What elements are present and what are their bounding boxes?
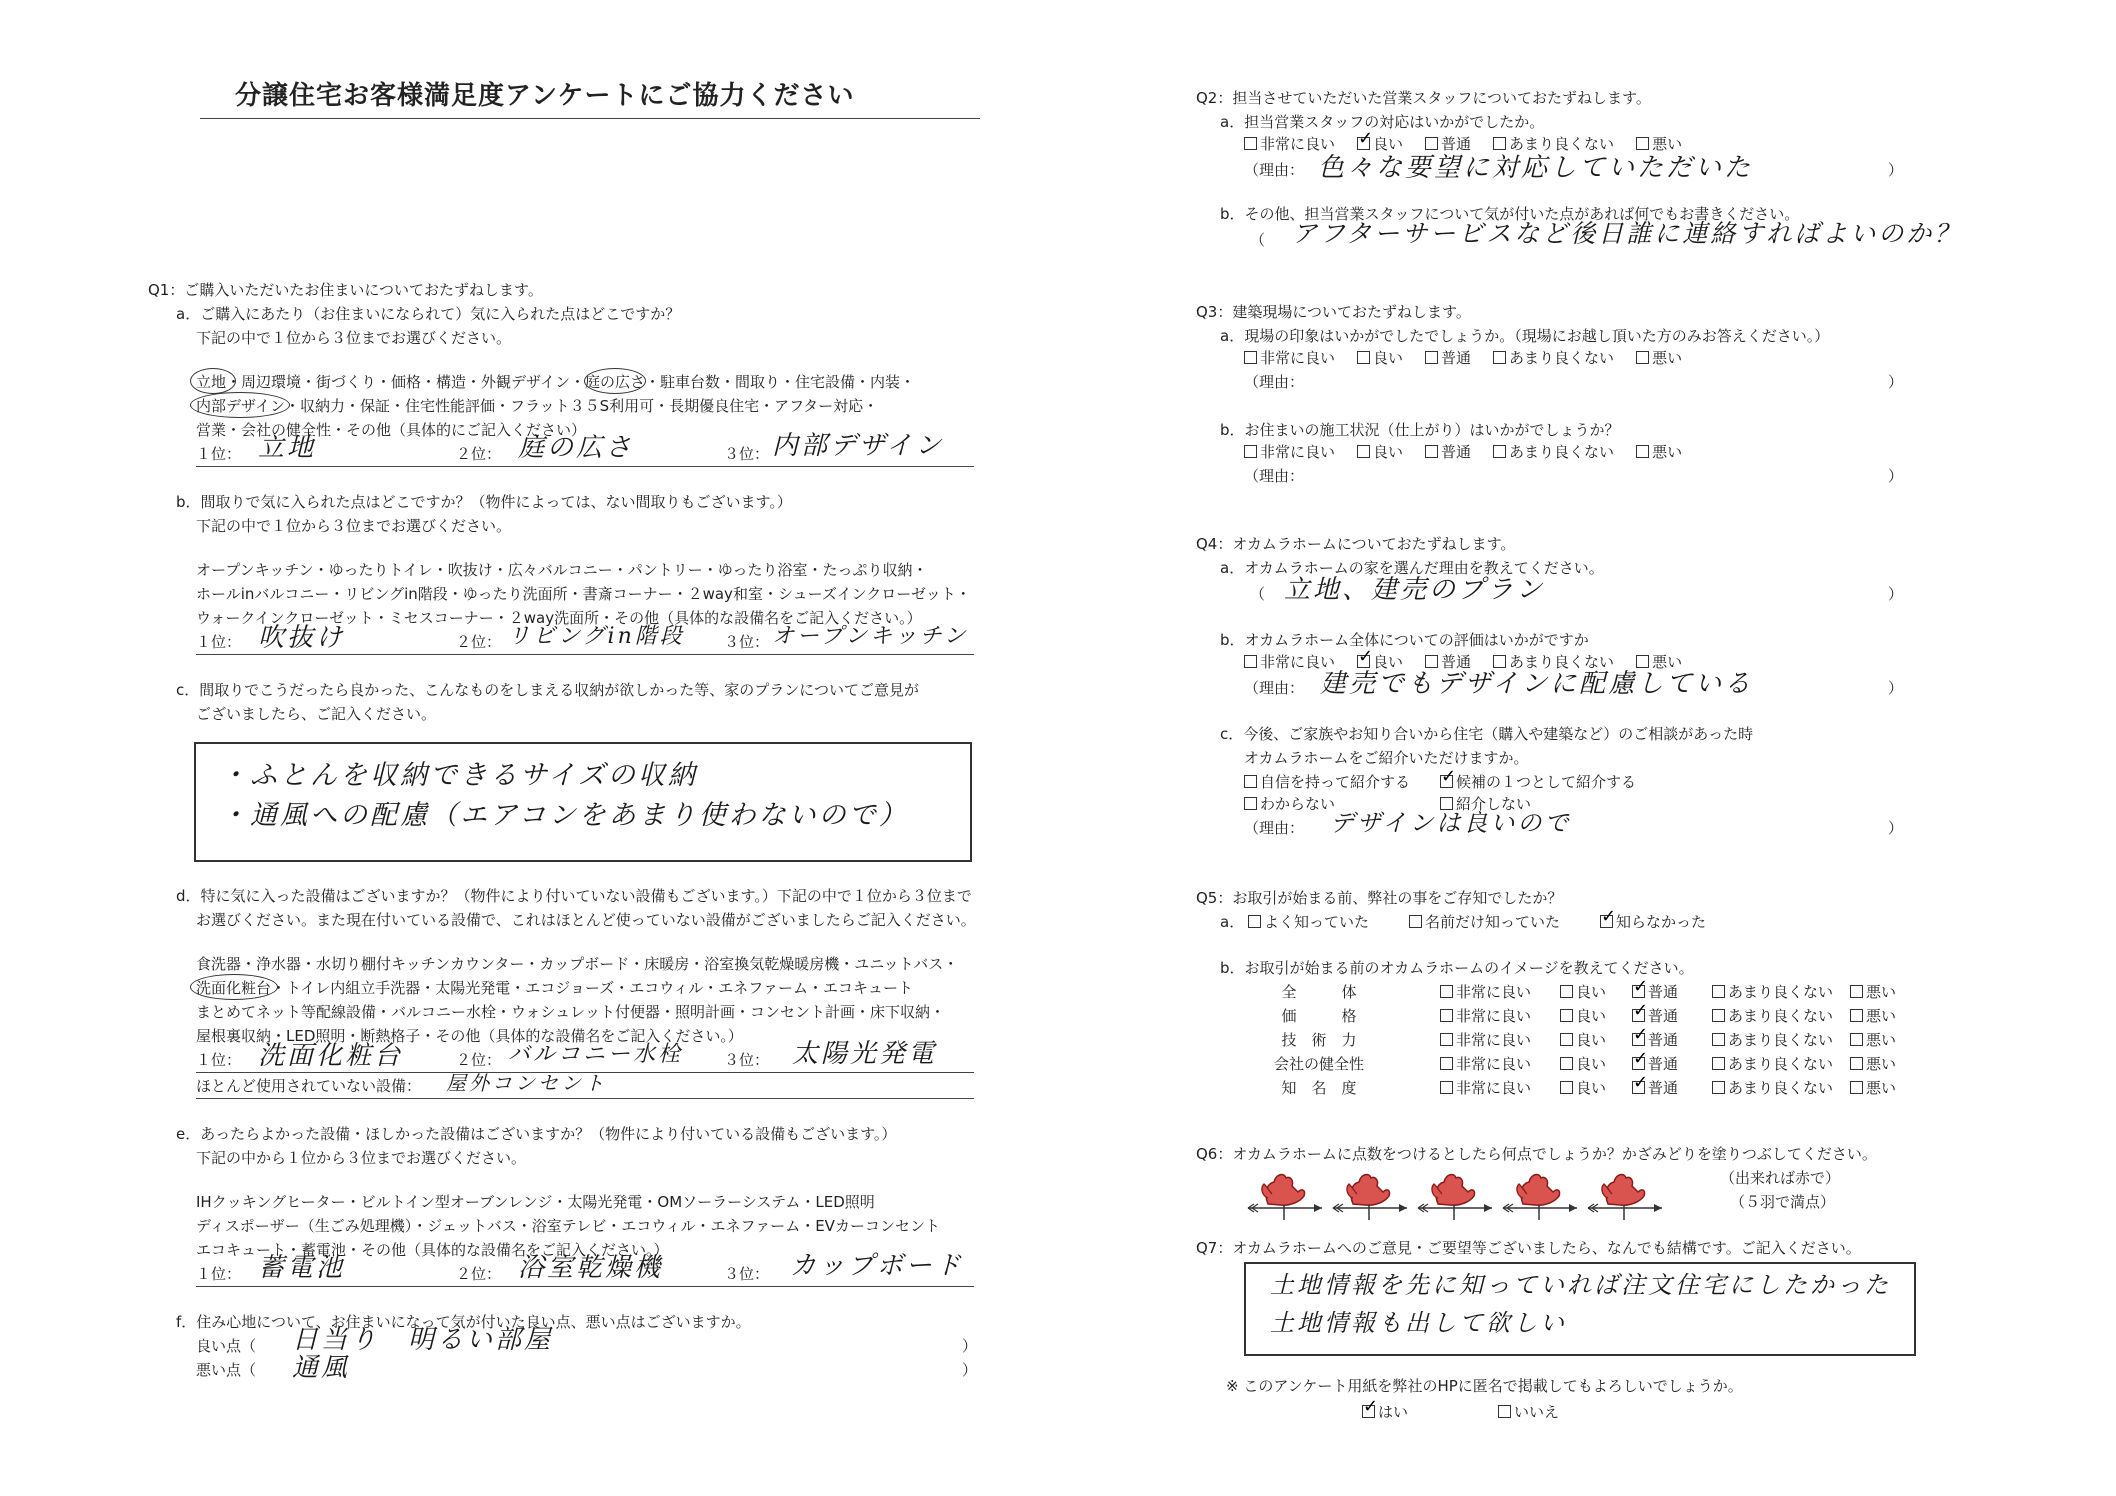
q1e-options-line2: ディスポーザー（生ごみ処理機）・ジェットバス・浴室テレビ・エコウィル・エネファーム・EVカーコンセント <box>196 1217 940 1235</box>
q1d-options-line3: まとめてネット等配線設備・バルコニー水栓・ウォシュレット付便器・照明計画・コンセント計画・床下収納・ <box>196 1003 945 1021</box>
checkbox-label: 名前だけ知っていた <box>1425 913 1561 931</box>
weathercock-icon[interactable] <box>1416 1168 1496 1224</box>
checkbox-option[interactable] <box>1850 984 1896 1001</box>
q1d-options-line1: 食洗器・浄水器・水切り棚付キッチンカウンター・カップボード・床暖房・浴室換気乾燥暖房機・ユニットバス・ <box>196 955 959 973</box>
q3a-question: a．現場の印象はいかがでしたでしょうか。（現場にお越し頂いた方のみお答えください。） <box>1220 327 1830 345</box>
q1e-instruction: 下記の中から１位から３位までお選びください。 <box>196 1149 527 1167</box>
reason-label: （理由： <box>1244 679 1305 697</box>
q2b-question: b．その他、担当営業スタッフについて気が付いた点があれば何でもお書きください。 <box>1220 205 1800 223</box>
checkbox-label: あまり良くない <box>1728 1031 1834 1049</box>
q7-answer-1: 土地情報を先に知っていれば注文住宅にしたかった <box>1270 1271 1891 1299</box>
answer-line <box>196 1098 974 1099</box>
checkbox-option[interactable] <box>1560 984 1606 1001</box>
checkbox-label: 普通 <box>1648 1055 1679 1073</box>
checkbox-option[interactable] <box>1712 1032 1833 1049</box>
checkbox-label: 良い <box>1373 349 1404 367</box>
checkbox-label: 悪い <box>1866 1055 1897 1073</box>
checkbox-label: 普通 <box>1648 1007 1679 1025</box>
checkbox[interactable] <box>1244 137 1257 150</box>
checkbox[interactable] <box>1636 351 1649 364</box>
checkbox-option[interactable] <box>1636 350 1682 367</box>
q3b-question: b．お住まいの施工状況（仕上がり）はいかがでしょうか？ <box>1220 421 1620 439</box>
rank-label: ３位： <box>724 1265 770 1283</box>
q1d-options-line2: 洗面化粧台・トイレ内組立手洗器・太陽光発電・エコジョーズ・エコウィル・エネファーム・エコキュート <box>196 979 914 997</box>
checkbox[interactable] <box>1632 1033 1645 1046</box>
q1a-answer-3: 内部デザイン <box>772 431 945 461</box>
q1f-question: f．住み心地について、お住まいになって気が付いた良い点、悪い点はございますか。 <box>176 1313 751 1331</box>
rank-label: １位： <box>196 633 242 651</box>
q7-answer-2: 土地情報も出して欲しい <box>1270 1309 1567 1337</box>
q1b-options-line2: ホールinバルコニー・リビングin階段・ゆったり洗面所・書斎コーナー・２way和室・シューズインクローゼット・ <box>196 585 971 603</box>
checkbox-label: 自信を持って紹介する <box>1260 773 1411 791</box>
checkbox[interactable] <box>1850 1033 1863 1046</box>
checkbox-option[interactable] <box>1850 1008 1896 1025</box>
q1e-options-line3: エコキュート・蓄電池・その他（具体的な設備名をご記入ください。） <box>196 1241 669 1259</box>
checkbox-label: 良い <box>1576 1079 1607 1097</box>
checkbox-option[interactable] <box>1440 1032 1531 1049</box>
q1d-question: d．特に気に入った設備はございますか？（物件により付いていない設備もございます。）下記の中で１位から３位まで <box>176 887 972 905</box>
checkbox-option[interactable] <box>1357 350 1403 367</box>
q1f-good-label: 良い点（ <box>196 1337 257 1355</box>
q1a-answer-2: 庭の広さ <box>518 433 635 463</box>
q5-row-label: 知 名 度 <box>1281 1079 1357 1097</box>
checkbox-option[interactable] <box>1493 444 1614 461</box>
checkbox-label: 普通 <box>1648 983 1679 1001</box>
rank-label: ２位： <box>456 633 502 651</box>
checkbox[interactable] <box>1850 1057 1863 1070</box>
checkbox[interactable] <box>1632 1081 1645 1094</box>
checkbox[interactable] <box>1248 915 1261 928</box>
checkbox[interactable] <box>1244 445 1257 458</box>
checkbox[interactable] <box>1636 655 1649 668</box>
checkbox-option[interactable] <box>1244 350 1335 367</box>
q1d-answer-1: 洗面化粧台 <box>258 1041 404 1071</box>
checkbox-label: わからない <box>1260 795 1336 813</box>
rank-label: ３位： <box>724 633 770 651</box>
q6-note-1: （出来れば赤で） <box>1720 1169 1841 1187</box>
q1f-good-answer: 日当り 明るい部屋 <box>292 1325 554 1355</box>
rank-label: ３位： <box>724 1051 770 1069</box>
reason-label: （理由： <box>1244 373 1305 391</box>
rank-label: １位： <box>196 445 242 463</box>
answer-line <box>196 466 974 467</box>
checkbox-option[interactable] <box>1440 1080 1531 1097</box>
checkbox-label: 悪い <box>1652 653 1683 671</box>
checkbox[interactable] <box>1409 915 1422 928</box>
q1d-unused-label: ほとんど使用されていない設備： <box>196 1077 422 1095</box>
checkbox[interactable] <box>1244 351 1257 364</box>
title-underline <box>200 118 980 119</box>
q1c-answer-1: ・ふとんを収納できるサイズの収納 <box>220 760 698 791</box>
q1d-unused-answer: 屋外コンセント <box>446 1071 607 1095</box>
checkbox-option[interactable] <box>1712 1056 1833 1073</box>
checkbox-option[interactable] <box>1440 1056 1531 1073</box>
checkbox-option[interactable] <box>1248 914 1369 931</box>
q1d-answer-2: バルコニー水栓 <box>508 1042 684 1067</box>
q1e-answer-2: 浴室乾燥機 <box>518 1253 664 1283</box>
q4c-reason: デザインは良いので <box>1330 809 1572 837</box>
q2-heading: Q2：担当させていただいた営業スタッフについておたずねします。 <box>1196 89 1651 107</box>
q7-heading: Q7：オカムラホームへのご意見・ご要望等ございましたら、なんでも結構です。ご記入ください。 <box>1196 1239 1861 1257</box>
weathercock-icon[interactable] <box>1501 1168 1581 1224</box>
checkbox[interactable] <box>1600 915 1613 928</box>
circle-mark <box>190 392 290 418</box>
checkbox-label: 悪い <box>1866 1007 1897 1025</box>
q1d-answer-3: 太陽光発電 <box>792 1039 938 1069</box>
checkbox-label: あまり良くない <box>1509 653 1615 671</box>
checkbox[interactable] <box>1493 655 1506 668</box>
checkbox-label: 非常に良い <box>1456 1055 1532 1073</box>
checkbox-label: 非常に良い <box>1456 1031 1532 1049</box>
q1c-answer-2: ・通風への配慮（エアコンをあまり使わないので） <box>220 800 909 831</box>
checkbox[interactable] <box>1440 1057 1453 1070</box>
checkbox-label: 非常に良い <box>1260 653 1336 671</box>
q3-heading: Q3：建築現場についておたずねします。 <box>1196 303 1471 321</box>
q1b-question: b．間取りで気に入られた点はどこですか？（物件によっては、ない間取りもございます。） <box>176 493 792 511</box>
q1a-answer-1: 立地 <box>258 433 317 463</box>
q2b-answer: アフターサービスなど後日誰に連絡すればよいのか？ <box>1292 219 1963 248</box>
checkbox[interactable] <box>1850 1009 1863 1022</box>
checkbox[interactable] <box>1560 1057 1573 1070</box>
q1d-options-line4: 屋根裏収納・LED照明・断熱格子・その他（具体的な設備名をご記入ください。） <box>196 1027 743 1045</box>
checkbox[interactable] <box>1493 137 1506 150</box>
rank-label: １位： <box>196 1051 242 1069</box>
q6-heading: Q6：オカムラホームに点数をつけるとしたら何点でしょうか？かざみどりを塗りつぶしてください。 <box>1196 1145 1877 1163</box>
q1b-answer-1: 吹抜け <box>258 623 346 653</box>
checkbox-option[interactable] <box>1244 136 1335 153</box>
checkbox-option[interactable] <box>1425 350 1471 367</box>
checkbox-option[interactable] <box>1560 1032 1606 1049</box>
checkbox-option[interactable] <box>1362 1404 1408 1421</box>
checkbox-label: 普通 <box>1441 135 1472 153</box>
checkbox-label: あまり良くない <box>1728 1007 1834 1025</box>
q4b-reason: 建売でもデザインに配慮している <box>1320 669 1754 699</box>
checkbox[interactable] <box>1636 137 1649 150</box>
checkbox[interactable] <box>1493 351 1506 364</box>
checkbox[interactable] <box>1362 1405 1375 1418</box>
checkbox[interactable] <box>1425 445 1438 458</box>
checkbox-label: 悪い <box>1652 443 1683 461</box>
checkbox-label: よく知っていた <box>1264 913 1370 931</box>
checkbox[interactable] <box>1712 1081 1725 1094</box>
checkbox[interactable] <box>1712 1033 1725 1046</box>
checkbox-option[interactable] <box>1357 136 1403 153</box>
checkbox-option[interactable] <box>1409 914 1560 931</box>
paren-close: ） <box>962 1361 978 1379</box>
checkbox-label: 知らなかった <box>1616 913 1707 931</box>
rank-label: ３位： <box>724 445 770 463</box>
checkbox[interactable] <box>1440 775 1453 788</box>
checkbox-option[interactable] <box>1632 1032 1678 1049</box>
paren-close: ） <box>1888 679 1904 697</box>
checkbox-option[interactable] <box>1850 1056 1896 1073</box>
q1c-instruction: ございましたら、ご記入ください。 <box>196 705 437 723</box>
checkbox-option[interactable] <box>1244 444 1335 461</box>
checkbox-option[interactable] <box>1440 1008 1531 1025</box>
survey-title: 分譲住宅お客様満足度アンケートにご協力ください <box>235 81 855 111</box>
q5a-prefix: a． <box>1220 913 1245 931</box>
checkbox-label: 候補の１つとして紹介する <box>1456 773 1637 791</box>
q2a-options <box>1244 136 1704 153</box>
checkbox[interactable] <box>1498 1405 1511 1418</box>
circle-mark <box>190 368 236 394</box>
checkbox-label: はい <box>1378 1403 1409 1421</box>
checkbox[interactable] <box>1632 1057 1645 1070</box>
checkbox[interactable] <box>1560 1033 1573 1046</box>
checkbox-label: あまり良くない <box>1509 135 1615 153</box>
checkbox-label: あまり良くない <box>1509 443 1615 461</box>
q1a-options-line2: 内部デザイン・収納力・保証・住宅性能評価・フラット３５S利用可・長期優良住宅・アフター対応・ <box>196 397 879 415</box>
rank-label: １位： <box>196 1265 242 1283</box>
checkbox-label: 非常に良い <box>1456 1079 1532 1097</box>
checkbox-label: 良い <box>1373 443 1404 461</box>
paren-close: ） <box>1888 819 1904 837</box>
checkbox-label: 非常に良い <box>1456 983 1532 1001</box>
checkbox-label: 普通 <box>1648 1079 1679 1097</box>
q4c-question: c．今後、ご家族やお知り合いから住宅（購入や建築など）のご相談があった時 <box>1220 725 1754 743</box>
paren-close: ） <box>1888 161 1904 179</box>
checkbox-option[interactable] <box>1440 774 1680 791</box>
checkbox[interactable] <box>1712 1057 1725 1070</box>
q5a-options <box>1248 914 1746 931</box>
q1e-answer-1: 蓄電池 <box>258 1253 346 1283</box>
q1d-instruction: お選びください。また現在付いている設備で、これはほとんど使っていない設備がございましたらご記入ください。 <box>196 911 976 929</box>
q5-heading: Q5：お取引が始まる前、弊社の事をご存知でしたか？ <box>1196 889 1563 907</box>
checkbox-label: 非常に良い <box>1260 349 1336 367</box>
rank-label: ２位： <box>456 1051 502 1069</box>
checkbox-option[interactable] <box>1560 1008 1606 1025</box>
q4a-answer: 立地、建売のプラン <box>1284 575 1546 605</box>
checkbox-option[interactable] <box>1712 1008 1833 1025</box>
checkbox[interactable] <box>1425 655 1438 668</box>
q1e-answer-3: カップボード <box>790 1251 964 1281</box>
paren-close: ） <box>1888 585 1904 603</box>
checkbox-label: 悪い <box>1652 349 1683 367</box>
rank-label: ２位： <box>456 445 502 463</box>
checkbox[interactable] <box>1850 985 1863 998</box>
checkbox-option[interactable] <box>1357 444 1403 461</box>
checkbox-option[interactable] <box>1560 1080 1606 1097</box>
circle-mark <box>190 974 278 1000</box>
checkbox[interactable] <box>1560 1081 1573 1094</box>
q4b-question: b．オカムラホーム全体についての評価はいかがですか <box>1220 631 1589 649</box>
checkbox-option[interactable] <box>1425 136 1471 153</box>
weathercock-icon[interactable] <box>1331 1168 1411 1224</box>
checkbox-label: 悪い <box>1866 1079 1897 1097</box>
q4-heading: Q4：オカムラホームについておたずねします。 <box>1196 535 1516 553</box>
q1e-options-line1: IHクッキングヒーター・ビルトイン型オーブンレンジ・太陽光発電・OMソーラーシステム・LED照明 <box>196 1193 875 1211</box>
q5-row-label: 技 術 力 <box>1281 1031 1357 1049</box>
checkbox[interactable] <box>1244 797 1257 810</box>
q1b-options-line3: ウォークインクローゼット・ミセスコーナー・２way洗面所・その他（具体的な設備名をご記入ください。） <box>196 609 922 627</box>
checkbox-label: 悪い <box>1866 983 1897 1001</box>
checkbox-option[interactable] <box>1440 984 1531 1001</box>
q1a-question: a．ご購入にあたり（お住まいになられて）気に入られた点はどこですか？ <box>176 305 681 323</box>
checkbox-label: 良い <box>1576 1007 1607 1025</box>
checkbox[interactable] <box>1560 985 1573 998</box>
q1f-bad-answer: 通風 <box>292 1353 351 1383</box>
checkbox-label: あまり良くない <box>1728 1079 1834 1097</box>
checkbox-label: 普通 <box>1441 653 1472 671</box>
q1b-instruction: 下記の中で１位から３位までお選びください。 <box>196 517 512 535</box>
checkbox-option[interactable] <box>1850 1080 1896 1097</box>
answer-line <box>196 1286 974 1287</box>
checkbox-label: 普通 <box>1648 1031 1679 1049</box>
checkbox-label: 普通 <box>1441 443 1472 461</box>
checkbox-option[interactable] <box>1712 984 1833 1001</box>
q5b-question: b．お取引が始まる前のオカムラホームのイメージを教えてください。 <box>1220 959 1694 977</box>
answer-line <box>196 654 974 655</box>
q1a-options-line1: 立地・周辺環境・街づくり・価格・構造・外観デザイン・庭の広さ・駐車台数・間取り・住宅設備・内装・ <box>196 373 915 391</box>
q1b-answer-2: リビングin階段 <box>508 624 685 649</box>
q1b-options-line1: オープンキッチン・ゆったりトイレ・吹抜け・広々バルコニー・パントリー・ゆったり浴室・たっぷり収納・ <box>196 561 928 579</box>
checkbox[interactable] <box>1244 775 1257 788</box>
checkbox-label: 良い <box>1576 1055 1607 1073</box>
checkbox-option[interactable] <box>1632 984 1678 1001</box>
checkbox[interactable] <box>1560 1009 1573 1022</box>
checkbox-label: いいえ <box>1514 1403 1560 1421</box>
consent-options <box>1362 1404 1649 1421</box>
weathercock-icon[interactable] <box>1586 1168 1666 1224</box>
reason-label: （理由： <box>1244 161 1305 179</box>
consent-question: ※ このアンケート用紙を弊社のHPに匿名で掲載してもよろしいでしょうか。 <box>1226 1377 1743 1395</box>
q1-heading: Q1：ご購入いただいたお住まいについておたずねします。 <box>148 281 543 299</box>
checkbox[interactable] <box>1425 351 1438 364</box>
paren-open: （ <box>1250 585 1266 603</box>
weathercock-icon[interactable] <box>1246 1168 1326 1224</box>
q5-row-label: 全 体 <box>1281 983 1357 1001</box>
q1e-question: e．あったらよかった設備・ほしかった設備はございますか？（物件により付いている設備もございます。） <box>176 1125 897 1143</box>
checkbox-label: 良い <box>1373 653 1404 671</box>
checkbox-option[interactable] <box>1632 1008 1678 1025</box>
reason-label: （理由： <box>1244 819 1305 837</box>
q4c-question-2: オカムラホームをご紹介いただけますか。 <box>1244 749 1529 767</box>
checkbox-option[interactable] <box>1636 444 1682 461</box>
paren-close: ） <box>1888 373 1904 391</box>
checkbox[interactable] <box>1712 985 1725 998</box>
checkbox[interactable] <box>1493 445 1506 458</box>
paren-close: ） <box>1888 467 1904 485</box>
checkbox[interactable] <box>1440 1081 1453 1094</box>
checkbox[interactable] <box>1440 1033 1453 1046</box>
checkbox[interactable] <box>1636 445 1649 458</box>
q5-row-label: 会社の健全性 <box>1273 1055 1364 1073</box>
checkbox-label: 良い <box>1373 135 1404 153</box>
checkbox[interactable] <box>1244 655 1257 668</box>
checkbox-label: 普通 <box>1441 349 1472 367</box>
checkbox-option[interactable] <box>1636 136 1682 153</box>
checkbox-label: あまり良くない <box>1728 983 1834 1001</box>
q3a-options <box>1244 350 1704 367</box>
checkbox-option[interactable] <box>1244 774 1440 791</box>
q3b-options <box>1244 444 1704 461</box>
checkbox-option[interactable] <box>1425 444 1471 461</box>
checkbox-label: 悪い <box>1652 135 1683 153</box>
checkbox[interactable] <box>1357 445 1370 458</box>
checkbox[interactable] <box>1357 137 1370 150</box>
q1c-question: c．間取りでこうだったら良かった、こんなものをしまえる収納が欲しかった等、家のプランについてご意見が <box>176 681 919 699</box>
checkbox-label: 良い <box>1576 1031 1607 1049</box>
checkbox-option[interactable] <box>1560 1056 1606 1073</box>
q1f-bad-label: 悪い点（ <box>196 1361 257 1379</box>
checkbox-option[interactable] <box>1850 1032 1896 1049</box>
checkbox[interactable] <box>1440 985 1453 998</box>
checkbox[interactable] <box>1712 1009 1725 1022</box>
checkbox-label: 紹介しない <box>1456 795 1532 813</box>
circle-mark <box>584 368 646 394</box>
q2a-reason: 色々な要望に対応していただいた <box>1318 153 1754 183</box>
paren-open: （ <box>1250 231 1266 249</box>
checkbox[interactable] <box>1440 1009 1453 1022</box>
reason-label: （理由： <box>1244 467 1305 485</box>
checkbox-option[interactable] <box>1493 350 1614 367</box>
q2a-question: a．担当営業スタッフの対応はいかがでしたか。 <box>1220 113 1545 131</box>
checkbox-option[interactable] <box>1632 1080 1678 1097</box>
checkbox[interactable] <box>1357 655 1370 668</box>
rank-label: ２位： <box>456 1265 502 1283</box>
q1a-options-line3: 営業・会社の健全性・その他（具体的にご記入ください） <box>196 421 587 439</box>
q1b-answer-3: オープンキッチン <box>772 624 969 649</box>
checkbox[interactable] <box>1632 985 1645 998</box>
q4c-options-row1 <box>1244 774 1680 791</box>
checkbox[interactable] <box>1632 1009 1645 1022</box>
checkbox-label: 悪い <box>1866 1031 1897 1049</box>
checkbox-label: 非常に良い <box>1260 443 1336 461</box>
checkbox-option[interactable] <box>1632 1056 1678 1073</box>
checkbox-label: 非常に良い <box>1260 135 1336 153</box>
checkbox[interactable] <box>1425 137 1438 150</box>
q6-note-2: （５羽で満点） <box>1730 1193 1836 1211</box>
checkbox[interactable] <box>1850 1081 1863 1094</box>
q5-row-label: 価 格 <box>1281 1007 1357 1025</box>
checkbox-option[interactable] <box>1600 914 1706 931</box>
paren-close: ） <box>962 1337 978 1355</box>
checkbox-option[interactable] <box>1498 1404 1559 1421</box>
checkbox-option[interactable] <box>1712 1080 1833 1097</box>
checkbox-label: あまり良くない <box>1509 349 1615 367</box>
checkbox-label: 非常に良い <box>1456 1007 1532 1025</box>
checkbox[interactable] <box>1357 351 1370 364</box>
checkbox-label: あまり良くない <box>1728 1055 1834 1073</box>
q4a-question: a．オカムラホームの家を選んだ理由を教えてください。 <box>1220 559 1604 577</box>
checkbox-label: 良い <box>1576 983 1607 1001</box>
q1a-instruction: 下記の中で１位から３位までお選びください。 <box>196 329 512 347</box>
checkbox-option[interactable] <box>1493 136 1614 153</box>
